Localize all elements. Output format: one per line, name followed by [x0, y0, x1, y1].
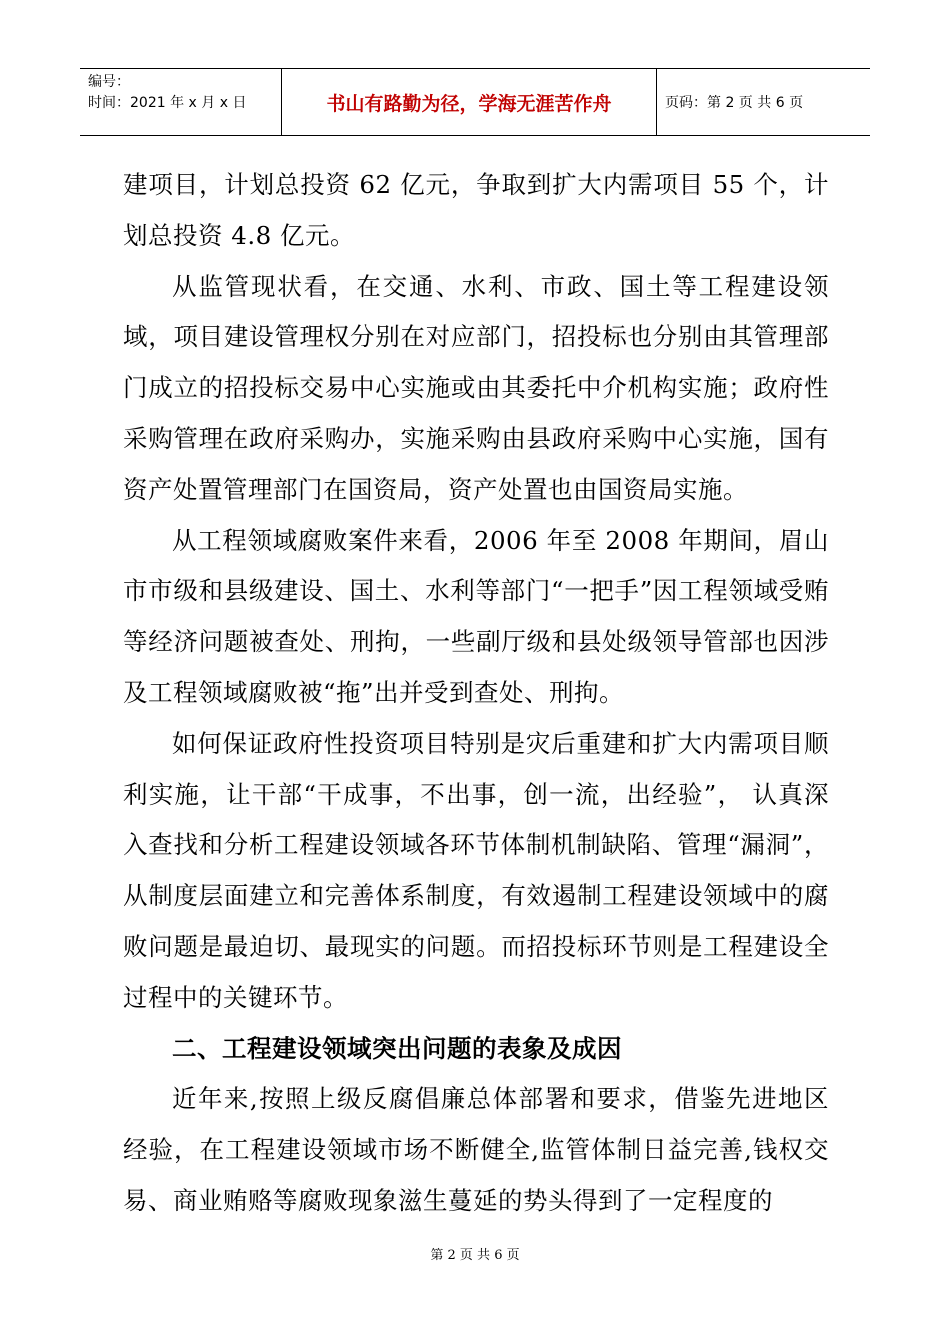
paragraph-corruption-cases: 从工程领域腐败案件来看，2006 年至 2008 年期间，眉山市市级和县级建设、国土、水利等部门“一把手”因工程领域受贿等经济问题被查处、刑拘，一些副厅级和县处级领导管部也因涉及工程领域腐败被“拖”出并受到查处、刑拘。: [123, 525, 829, 707]
header-page-info: 页码：第 2 页 共 6 页: [665, 95, 804, 111]
document-number-label: 编号：: [88, 74, 130, 90]
paragraph-continuation: 建项目，计划总投资 62 亿元，争取到扩大内需项目 55 个，计划总投资 4.8 亿元。: [123, 170, 829, 250]
header-meta: [80, 69, 282, 135]
section-heading: 二、工程建设领域突出问题的表象及成因: [172, 1033, 622, 1063]
page-header: [80, 68, 870, 136]
paragraph-project-assurance: 如何保证政府性投资项目特别是灾后重建和扩大内需项目顺利实施，让干部“干成事，不出事，创一流，出经验”， 认真深入查找和分析工程建设领域各环节体制机制缺陷、管理“漏洞”，从制度层面建立和完善体系制度，有效遏制工程建设领域中的腐败问题是最迫切、最现实的问题。而招投标环节则是工程建设全过程中的关键环节。: [123, 728, 829, 1012]
page-footer: 第 2 页 共 6 页: [430, 1248, 520, 1263]
document-body: [123, 160, 829, 1227]
paragraph-supervision-status: 从监管现状看，在交通、水利、市政、国土等工程建设领域，项目建设管理权分别在对应部门，招投标也分别由其管理部门成立的招投标交易中心实施或由其委托中介机构实施；政府性采购管理在政府采购办，实施采购由县政府采购中心实施，国有资产处置管理部门在国资局，资产处置也由国资局实施。: [123, 271, 829, 504]
header-motto: 书山有路勤为径，学海无涯苦作舟: [282, 69, 657, 135]
paragraph-recent-years: 近年来,按照上级反腐倡廉总体部署和要求，借鉴先进地区经验，在工程建设领域市场不断健全,监管体制日益完善,钱权交易、商业贿赂等腐败现象滋生蔓延的势头得到了一定程度的: [123, 1084, 829, 1215]
document-date: 时间：2021 年 x 月 x 日: [88, 95, 247, 111]
